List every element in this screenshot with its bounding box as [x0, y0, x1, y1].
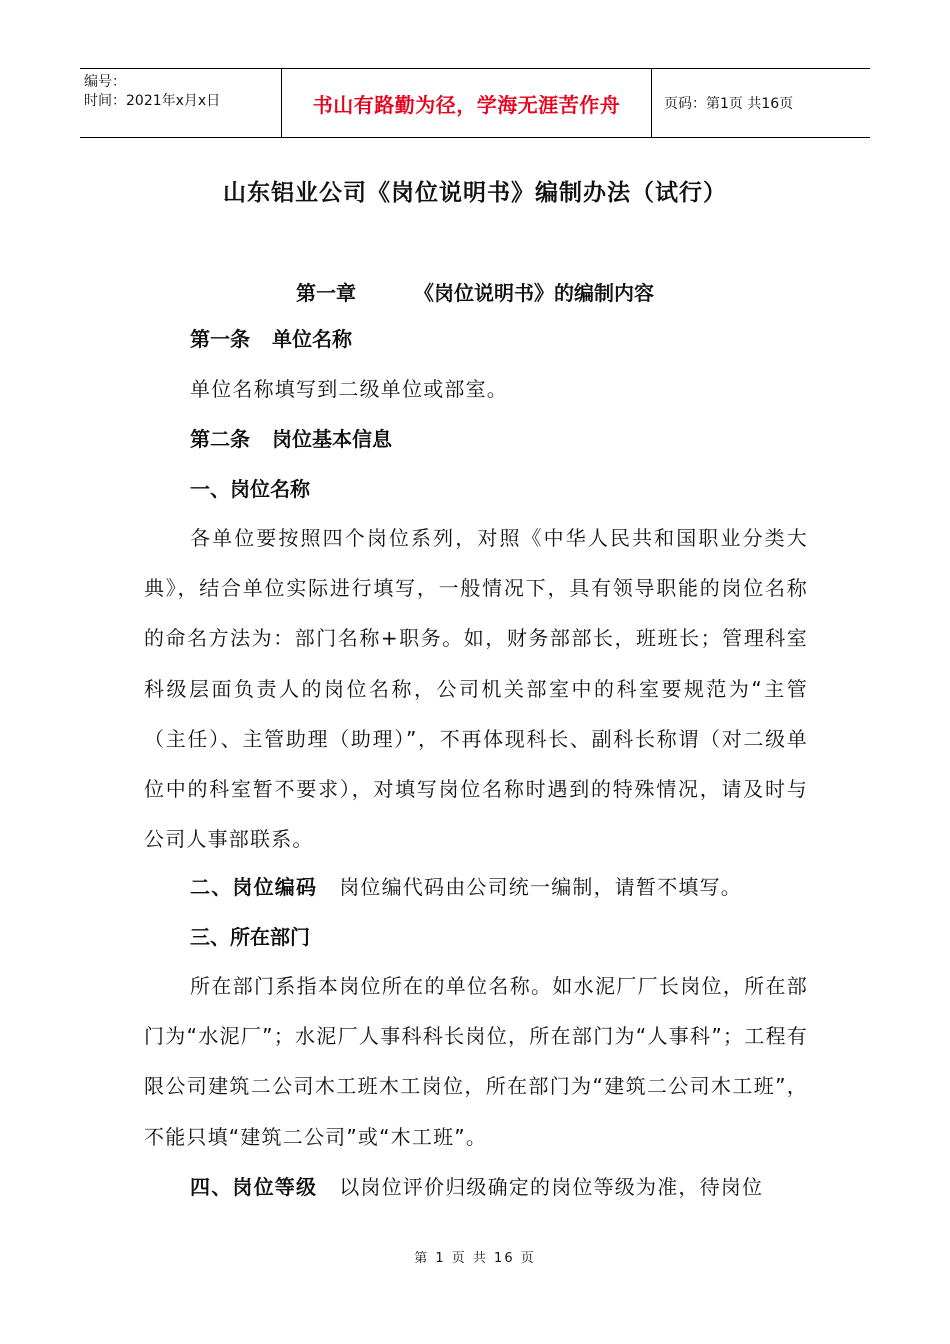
document-title: 山东铝业公司《岗位说明书》编制办法（试行） — [223, 180, 727, 206]
section-4-heading: 四、岗位等级 — [190, 1175, 318, 1199]
section-4-line — [190, 1173, 763, 1201]
article-1-text: 单位名称填写到二级单位或部室。 — [190, 377, 508, 401]
section-1-text: 各单位要按照四个岗位系列，对照《中华人民共和国职业分类大典》，结合单位实际进行填写，一般情况下，具有领导职能的岗位名称的命名方法为：部门名称+职务。如，财务部部长，班班长；管理科室科级层面负责人的岗位名称，公司机关部室中的科室要规范为“主管（主任）、主管助理（助理）”，不再体现科长、副科长称谓（对二级单位中的科室暂不要求），对填写岗位名称时遇到的特殊情况，请及时与公司人事部联系。 — [144, 526, 808, 852]
section-1-heading: 一、岗位名称 — [190, 477, 310, 501]
page-header — [80, 68, 870, 138]
page-footer: 第 1 页 共 16 页 — [414, 1251, 536, 1266]
doc-date-label: 时间：2021年x月x日 — [84, 93, 221, 109]
section-2-text: 岗位编代码由公司统一编制，请暂不填写。 — [339, 875, 743, 899]
article-2-heading: 第二条 岗位基本信息 — [190, 427, 392, 451]
chapter-name: 《岗位说明书》的编制内容 — [414, 281, 654, 305]
header-motto: 书山有路勤为径，学海无涯苦作舟 — [282, 69, 652, 137]
article-1-heading: 第一条 单位名称 — [190, 327, 352, 351]
section-2-heading: 二、岗位编码 — [190, 875, 318, 899]
section-2-line — [190, 873, 742, 901]
section-3-heading: 三、所在部门 — [190, 925, 310, 949]
section-3-text: 所在部门系指本岗位所在的单位名称。如水泥厂厂长岗位，所在部门为“水泥厂”；水泥厂人事科科长岗位，所在部门为“人事科”；工程有限公司建筑二公司木工班木工岗位，所在部门为“建筑二公司木工班”，不能只填“建筑二公司”或“木工班”。 — [144, 974, 808, 1149]
section-4-text: 以岗位评价归级确定的岗位等级为准，待岗位 — [339, 1175, 764, 1199]
chapter-number: 第一章 — [296, 281, 356, 305]
header-page-info: 页码：第1页 共16页 — [664, 96, 794, 112]
header-meta — [80, 69, 282, 137]
doc-number-label: 编号： — [84, 74, 126, 90]
chapter-heading — [0, 277, 950, 306]
